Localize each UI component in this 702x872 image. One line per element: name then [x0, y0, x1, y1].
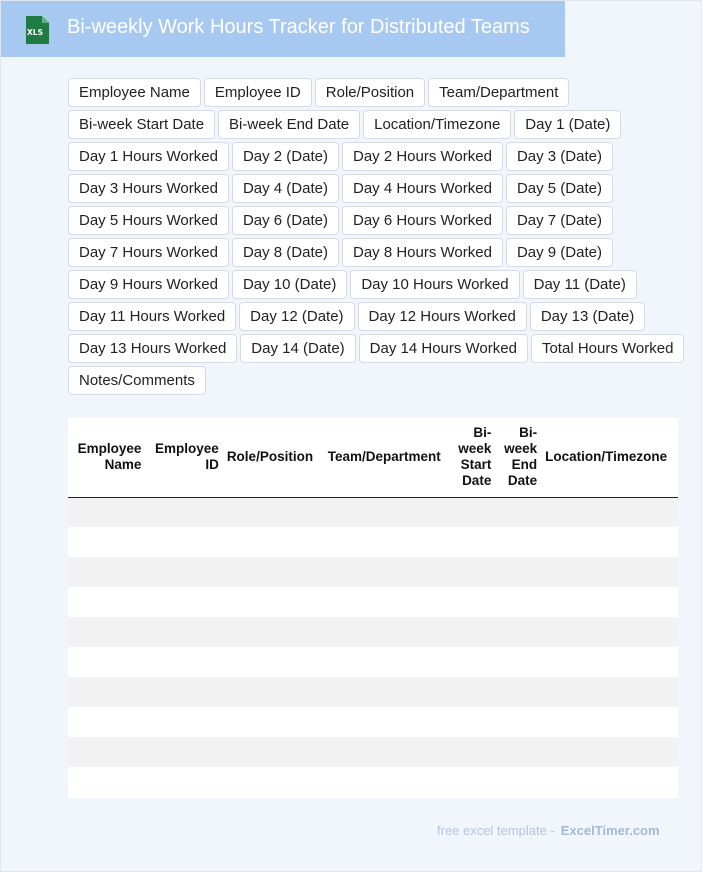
table-cell[interactable] — [541, 617, 678, 647]
table-cell[interactable] — [450, 557, 496, 587]
field-chip: Day 13 (Date) — [530, 302, 645, 331]
table-cell[interactable] — [223, 557, 324, 587]
field-chip: Employee ID — [204, 78, 312, 107]
table-cell[interactable] — [68, 707, 145, 737]
table-row — [68, 677, 678, 707]
table-cell[interactable] — [450, 767, 496, 797]
table-cell[interactable] — [541, 677, 678, 707]
table-cell[interactable] — [68, 647, 145, 677]
field-chip: Day 11 (Date) — [523, 270, 637, 299]
table-cell[interactable] — [541, 587, 678, 617]
field-chip: Day 8 (Date) — [232, 238, 339, 267]
table-cell[interactable] — [495, 497, 541, 527]
table-cell[interactable] — [450, 737, 496, 767]
column-header: Employee ID — [145, 418, 222, 497]
title-bar — [1, 1, 565, 57]
table-row — [68, 767, 678, 797]
table-row — [68, 497, 678, 527]
tracker-table — [68, 418, 678, 798]
field-chip: Day 14 (Date) — [240, 334, 355, 363]
field-chip: Role/Position — [315, 78, 425, 107]
table-cell[interactable] — [450, 527, 496, 557]
table-cell[interactable] — [68, 527, 145, 557]
field-chip: Day 6 (Date) — [232, 206, 339, 235]
table-cell[interactable] — [324, 647, 450, 677]
table-cell[interactable] — [223, 767, 324, 797]
table-cell[interactable] — [145, 647, 222, 677]
table-cell[interactable] — [450, 617, 496, 647]
table-cell[interactable] — [145, 617, 222, 647]
table-cell[interactable] — [495, 557, 541, 587]
table-cell[interactable] — [324, 497, 450, 527]
field-chip: Location/Timezone — [363, 110, 511, 139]
table-cell[interactable] — [324, 527, 450, 557]
table-cell[interactable] — [450, 647, 496, 677]
table-cell[interactable] — [495, 737, 541, 767]
field-chip: Day 8 Hours Worked — [342, 238, 503, 267]
field-chip: Day 2 Hours Worked — [342, 142, 503, 171]
field-chip: Day 7 Hours Worked — [68, 238, 229, 267]
table-cell[interactable] — [223, 527, 324, 557]
table-cell[interactable] — [324, 677, 450, 707]
table-cell[interactable] — [223, 737, 324, 767]
field-chip: Day 12 (Date) — [239, 302, 354, 331]
table-cell[interactable] — [223, 587, 324, 617]
table-cell[interactable] — [145, 737, 222, 767]
field-chip: Employee Name — [68, 78, 201, 107]
field-chip: Day 12 Hours Worked — [358, 302, 527, 331]
table-cell[interactable] — [223, 707, 324, 737]
table-cell[interactable] — [145, 557, 222, 587]
column-header: Role/Position — [223, 418, 324, 497]
table-cell[interactable] — [541, 557, 678, 587]
table-cell[interactable] — [68, 677, 145, 707]
table-cell[interactable] — [495, 647, 541, 677]
field-chip: Day 10 Hours Worked — [350, 270, 519, 299]
table-cell[interactable] — [68, 617, 145, 647]
table-cell[interactable] — [541, 707, 678, 737]
table-cell[interactable] — [450, 587, 496, 617]
table-cell[interactable] — [450, 497, 496, 527]
field-chip: Day 13 Hours Worked — [68, 334, 237, 363]
table-cell[interactable] — [495, 707, 541, 737]
table-cell[interactable] — [145, 587, 222, 617]
table-cell[interactable] — [145, 677, 222, 707]
table-cell[interactable] — [324, 767, 450, 797]
page-title: Bi-weekly Work Hours Tracker for Distributed Teams — [67, 16, 530, 38]
footer-text: free excel template - — [437, 823, 555, 838]
field-chip: Day 3 Hours Worked — [68, 174, 229, 203]
table-cell[interactable] — [495, 587, 541, 617]
field-chip: Team/Department — [428, 78, 569, 107]
table-cell[interactable] — [68, 557, 145, 587]
field-chip: Day 9 Hours Worked — [68, 270, 229, 299]
field-chip: Day 4 (Date) — [232, 174, 339, 203]
table-cell[interactable] — [68, 767, 145, 797]
field-chip: Day 4 Hours Worked — [342, 174, 503, 203]
table-cell[interactable] — [223, 677, 324, 707]
table-header-row — [68, 418, 678, 497]
table-row — [68, 707, 678, 737]
table-cell[interactable] — [541, 497, 678, 527]
table-cell[interactable] — [541, 527, 678, 557]
table-row — [68, 647, 678, 677]
table-row — [68, 737, 678, 767]
table-cell[interactable] — [223, 647, 324, 677]
table-cell[interactable] — [223, 617, 324, 647]
field-chip: Total Hours Worked — [531, 334, 684, 363]
table-cell[interactable] — [450, 677, 496, 707]
footer-brand-link[interactable]: ExcelTimer.com — [560, 823, 660, 838]
field-chip: Day 1 (Date) — [514, 110, 621, 139]
column-header: Team/Department — [324, 418, 450, 497]
xls-icon-label: XLS — [27, 28, 43, 37]
table-row — [68, 587, 678, 617]
table-cell[interactable] — [68, 737, 145, 767]
column-header: Bi-week End Date — [495, 418, 541, 497]
field-chip: Day 11 Hours Worked — [68, 302, 236, 331]
column-header: Location/Timezone — [541, 418, 678, 497]
table-cell[interactable] — [541, 737, 678, 767]
table-cell[interactable] — [495, 767, 541, 797]
table-cell[interactable] — [324, 557, 450, 587]
field-chip: Day 5 Hours Worked — [68, 206, 229, 235]
column-header: Bi-week Start Date — [450, 418, 496, 497]
table-cell[interactable] — [68, 587, 145, 617]
footer — [437, 823, 660, 838]
field-chip: Day 3 (Date) — [506, 142, 613, 171]
table-row — [68, 557, 678, 587]
table-cell[interactable] — [223, 497, 324, 527]
table-cell[interactable] — [324, 707, 450, 737]
field-chip: Day 10 (Date) — [232, 270, 347, 299]
field-chip: Bi-week Start Date — [68, 110, 215, 139]
field-chip: Day 6 Hours Worked — [342, 206, 503, 235]
table-cell[interactable] — [145, 707, 222, 737]
table-cell[interactable] — [324, 737, 450, 767]
field-chip: Day 2 (Date) — [232, 142, 339, 171]
field-chip: Day 1 Hours Worked — [68, 142, 229, 171]
field-chip: Day 7 (Date) — [506, 206, 613, 235]
table-cell[interactable] — [145, 527, 222, 557]
table-row — [68, 527, 678, 557]
field-list — [68, 78, 688, 395]
table-cell[interactable] — [495, 677, 541, 707]
field-chip: Notes/Comments — [68, 366, 206, 395]
table-cell[interactable] — [495, 617, 541, 647]
table-cell[interactable] — [450, 707, 496, 737]
field-chip: Bi-week End Date — [218, 110, 360, 139]
table-cell[interactable] — [541, 767, 678, 797]
table-row — [68, 617, 678, 647]
xls-file-icon — [23, 14, 51, 46]
field-chip: Day 5 (Date) — [506, 174, 613, 203]
table-cell[interactable] — [68, 497, 145, 527]
table-cell[interactable] — [324, 587, 450, 617]
table-cell[interactable] — [541, 647, 678, 677]
column-header: Employee Name — [68, 418, 145, 497]
table-cell[interactable] — [145, 767, 222, 797]
table-cell[interactable] — [324, 617, 450, 647]
field-chip: Day 14 Hours Worked — [359, 334, 528, 363]
table-cell[interactable] — [495, 527, 541, 557]
table-cell[interactable] — [145, 497, 222, 527]
field-chip: Day 9 (Date) — [506, 238, 613, 267]
